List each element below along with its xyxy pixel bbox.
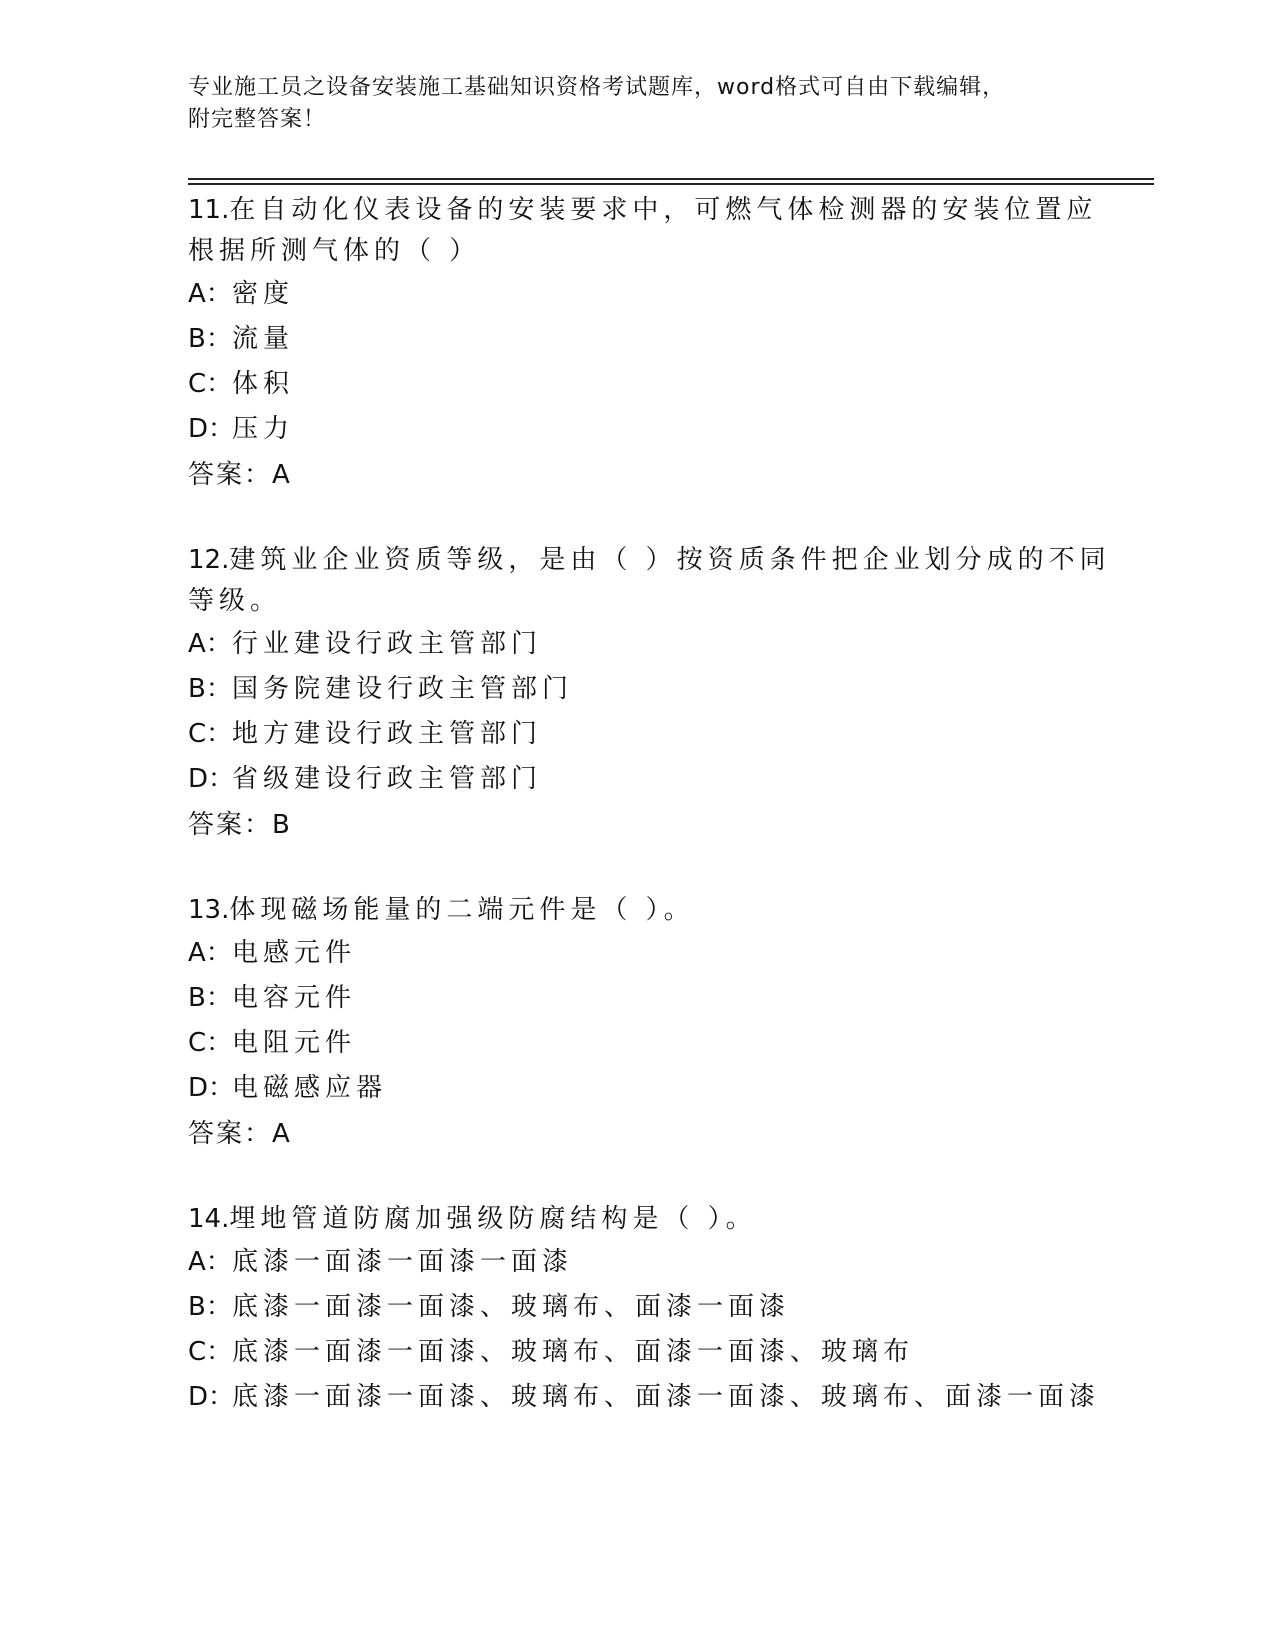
option-d <box>188 757 1118 802</box>
option-text: 密度 <box>232 279 295 309</box>
option-d <box>188 1375 1118 1420</box>
question-14 <box>188 1199 1118 1420</box>
header-line-1: 专业施工员之设备安装施工基础知识资格考试题库，word格式可自由下载编辑， <box>188 75 1006 100</box>
option-key: C： <box>188 369 233 399</box>
option-text: 底漆一面漆一面漆、玻璃布、面漆一面漆、玻璃布、面漆一面漆 <box>232 1382 1101 1412</box>
question-text <box>188 540 1118 622</box>
option-text: 电感元件 <box>232 938 357 968</box>
option-key: A： <box>188 629 232 659</box>
option-c <box>188 1021 1118 1066</box>
option-key: A： <box>188 938 232 968</box>
option-text: 底漆一面漆一面漆、玻璃布、面漆一面漆、玻璃布 <box>232 1337 915 1367</box>
option-text: 省级建设行政主管部门 <box>232 764 543 794</box>
option-text: 电磁感应器 <box>232 1073 388 1103</box>
answer-line: 答案：A <box>188 460 292 490</box>
option-text: 底漆一面漆一面漆一面漆 <box>232 1247 574 1277</box>
option-d <box>188 407 1118 452</box>
option-key: D： <box>188 1073 235 1103</box>
option-d <box>188 1066 1118 1111</box>
question-text <box>188 890 1118 931</box>
option-key: C： <box>188 1028 233 1058</box>
option-key: D： <box>188 414 235 444</box>
option-key: B： <box>188 1292 232 1322</box>
header-line-2: 附完整答案！ <box>188 107 327 132</box>
option-a <box>188 272 1118 317</box>
option-text: 电容元件 <box>232 983 357 1013</box>
option-c <box>188 362 1118 407</box>
question-stem: 在自动化仪表设备的安装要求中，可燃气体检测器的安装位置应根据所测气体的（ ） <box>188 195 1098 266</box>
option-a <box>188 931 1118 976</box>
question-stem: 体现磁场能量的二端元件是（ ）。 <box>229 895 695 925</box>
header-divider-bottom <box>188 183 1154 185</box>
question-stem: 埋地管道防腐加强级防腐结构是（ ）。 <box>229 1204 757 1234</box>
option-a <box>188 1240 1118 1285</box>
question-11 <box>188 190 1118 498</box>
question-stem: 建筑业企业资质等级，是由（ ）按资质条件把企业划分成的不同等级。 <box>188 545 1111 616</box>
question-text <box>188 1199 1118 1240</box>
question-number: 12. <box>188 545 230 575</box>
option-b <box>188 317 1118 362</box>
option-text: 压力 <box>232 414 295 444</box>
question-number: 14. <box>188 1204 230 1234</box>
question-list <box>188 190 1118 1462</box>
question-number: 13. <box>188 895 230 925</box>
answer-line: 答案：B <box>188 810 292 840</box>
question-number: 11. <box>188 195 230 225</box>
option-key: C： <box>188 1337 233 1367</box>
answer-line: 答案：A <box>188 1119 292 1149</box>
document-header <box>188 72 1088 136</box>
header-divider-top <box>188 178 1154 180</box>
option-text: 行业建设行政主管部门 <box>232 629 543 659</box>
option-key: D： <box>188 764 235 794</box>
option-key: C： <box>188 719 233 749</box>
option-text: 国务院建设行政主管部门 <box>232 674 574 704</box>
option-b <box>188 667 1118 712</box>
option-text: 电阻元件 <box>232 1028 357 1058</box>
option-key: D： <box>188 1382 235 1412</box>
option-key: B： <box>188 324 232 354</box>
option-b <box>188 1285 1118 1330</box>
option-key: A： <box>188 279 232 309</box>
option-text: 底漆一面漆一面漆、玻璃布、面漆一面漆 <box>232 1292 791 1322</box>
question-13 <box>188 890 1118 1157</box>
option-text: 流量 <box>232 324 295 354</box>
option-a <box>188 622 1118 667</box>
option-text: 体积 <box>232 369 295 399</box>
option-c <box>188 1330 1118 1375</box>
option-key: A： <box>188 1247 232 1277</box>
option-b <box>188 976 1118 1021</box>
question-text <box>188 190 1118 272</box>
question-12 <box>188 540 1118 848</box>
option-text: 地方建设行政主管部门 <box>232 719 543 749</box>
option-c <box>188 712 1118 757</box>
option-key: B： <box>188 983 232 1013</box>
option-key: B： <box>188 674 232 704</box>
